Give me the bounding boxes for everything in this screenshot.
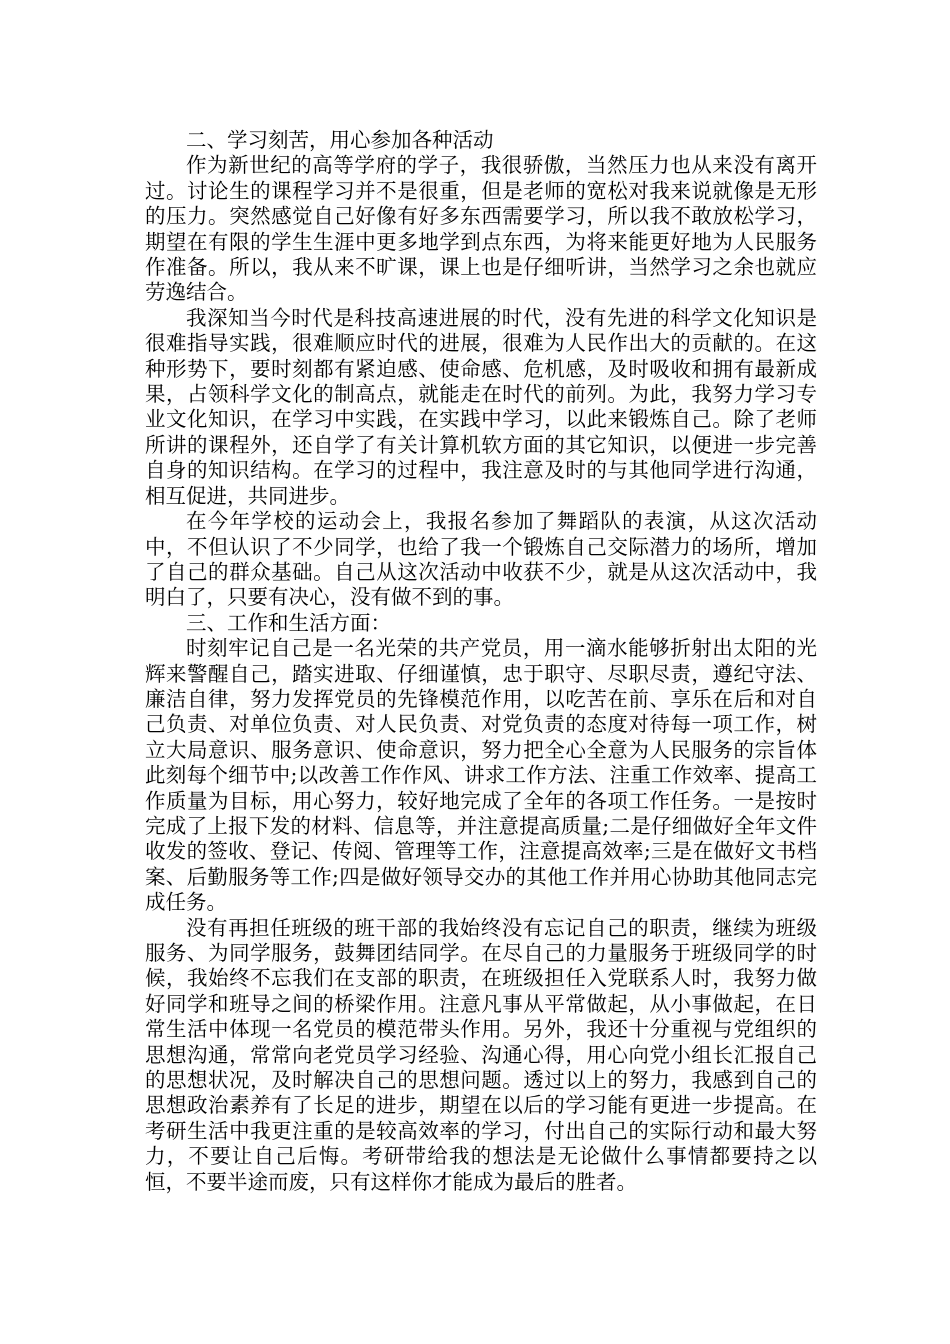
paragraph-study-pressure: 作为新世纪的高等学府的学子，我很骄傲，当然压力也从来没有离开过。讨论生的课程学习并不是很重，但是老师的宽松对我来说就像是无形的压力。突然感觉自己好像有好多东西需要学习，所以我不敢放松学习，期望在有限的学生生涯中更多地学到点东西，为将来能更好地为人民服务作准备。所以，我从来不旷课，课上也是仔细听讲，当然学习之余也就应劳逸结合。 [145,153,817,305]
paragraph-knowledge: 我深知当今时代是科技高速进展的时代，没有先进的科学文化知识是很难指导实践，很难顺应时代的进展，很难为人民作出大的贡献的。在这种形势下，要时刻都有紧迫感、使命感、危机感，及时吸收和拥有最新成果，占领科学文化的制高点，就能走在时代的前列。为此，我努力学习专业文化知识，在学习中实践，在实践中学习，以此来锻炼自己。除了老师所讲的课程外，还自学了有关计算机软方面的其它知识，以便进一步完善自身的知识结构。在学习的过程中，我注意及时的与其他同学进行沟通，相互促进，共同进步。 [145,305,817,508]
document-body [145,128,817,1195]
paragraph-party-member: 时刻牢记自己是一名光荣的共产党员，用一滴水能够折射出太阳的光辉来警醒自己，踏实进取、仔细谨慎，忠于职守、尽职尽责，遵纪守法、廉洁自律，努力发挥党员的先锋模范作用，以吃苦在前、享乐在后和对自己负责、对单位负责、对人民负责、对党负责的态度对待每一项工作，树立大局意识、服务意识、使命意识，努力把全心全意为人民服务的宗旨体此刻每个细节中;以改善工作作风、讲求工作方法、注重工作效率、提高工作质量为目标，用心努力，较好地完成了全年的各项工作任务。一是按时完成了上报下发的材料、信息等，并注意提高质量;二是仔细做好全年文件收发的签收、登记、传阅、管理等工作，注意提高效率;三是在做好文书档案、后勤服务等工作;四是做好领导交办的其他工作并用心协助其他同志完成任务。 [145,636,817,915]
paragraph-sports-meet: 在今年学校的运动会上，我报名参加了舞蹈队的表演，从这次活动中，不但认识了不少同学，也给了我一个锻炼自己交际潜力的场所，增加了自己的群众基础。自己从这次活动中收获不少，就是从这次活动中，我明白了，只要有决心，没有做不到的事。 [145,509,817,610]
section-heading-study: 二、学习刻苦，用心参加各种活动 [186,128,494,152]
section-heading-work-life: 三、工作和生活方面： [186,610,391,635]
paragraph-class-service: 没有再担任班级的班干部的我始终没有忘记自己的职责，继续为班级服务、为同学服务，鼓舞团结同学。在尽自己的力量服务于班级同学的时候，我始终不忘我们在支部的职责，在班级担任入党联系人时，我努力做好同学和班导之间的桥梁作用。注意凡事从平常做起，从小事做起，在日常生活中体现一名党员的模范带头作用。另外，我还十分重视与党组织的思想沟通，常常向老党员学习经验、沟通心得，用心向党小组长汇报自己的思想状况，及时解决自己的思想问题。透过以上的努力，我感到自己的思想政治素养有了长足的进步，期望在以后的学习能有更进一步提高。在考研生活中我更注重的是较高效率的学习，付出自己的实际行动和最大努力，不要让自己后悔。考研带给我的想法是无论做什么事情都要持之以恒，不要半途而废，只有这样你才能成为最后的胜者。 [145,915,817,1194]
